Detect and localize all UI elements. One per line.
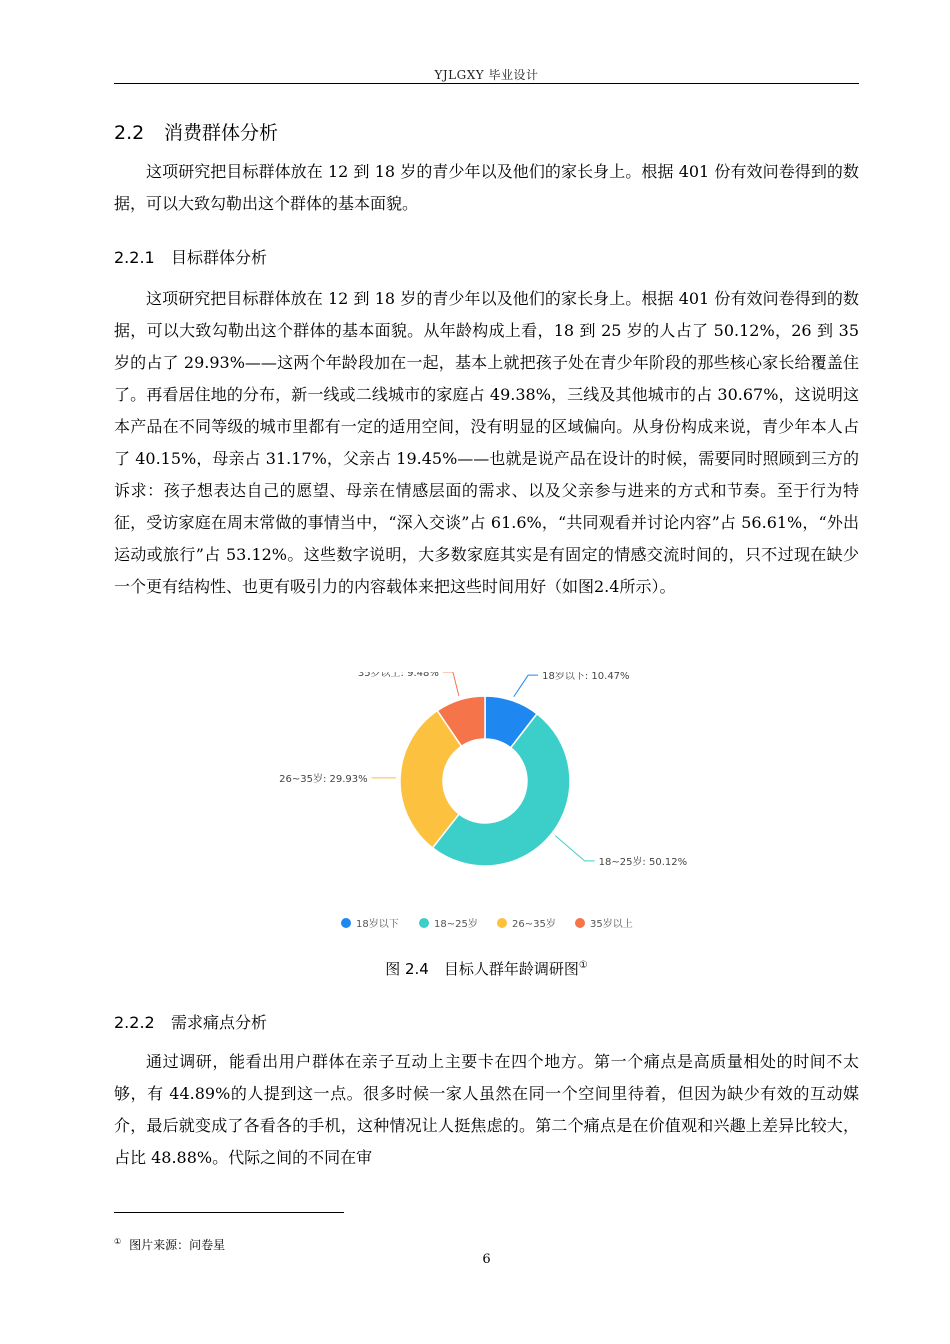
page-number: 6 [482,1252,491,1267]
legend-marker-1 [419,918,429,928]
age-donut-chart [260,672,700,942]
subsection-title-1: 目标群体分析 [171,248,268,267]
page-header: YJLGXY 毕业设计 [434,68,539,82]
section-heading [114,118,278,145]
figure-caption [114,958,859,979]
section-title: 消费群体分析 [164,122,279,144]
leader-line-3 [443,672,459,696]
legend-label-3: 35岁以上 [590,919,633,930]
legend-marker-2 [497,918,507,928]
subsection-title-2: 需求痛点分析 [171,1013,268,1032]
body-paragraph-1: 这项研究把目标群体放在 12 到 18 岁的青少年以及他们的家长身上。根据 401 份有效问卷得到的数据，可以大致勾勒出这个群体的基本面貌。从年龄构成上看，18 到 25 岁的人占了 50.12%，26 到 35 岁的占了 29.93%——这两个年龄段加在一起，基本上就把孩子处在青少年阶段的那些核心家长给覆盖住了。再看居住地的分布，新一线或二线城市的家庭占 49.38%，三线及其他城市的占 30.67%，这说明这本产品在不同等级的城市里都有一定的适用空间，没有明显的区域偏向。从身份构成来说，青少年本人占了 40.15%，母亲占 31.17%，父亲占 19.45%——也就是说产品在设计的时候，需要同时照顾到三方的诉求：孩子想表达自己的愿望、母亲在情感层面的需求、以及父亲参与进来的方式和节奏。至于行为特征，受访家庭在周末常做的事情当中，“深入交谈”占 61.6%，“共同观看并讨论内容”占 56.61%，“外出运动或旅行”占 53.12%。这些数字说明，大多数家庭其实是有固定的情感交流时间的，只不过现在缺少一个更有结构性、也更有吸引力的内容载体来把这些时间用好（如图2.4所示）。 [114,289,859,596]
body-paragraph-2: 通过调研，能看出用户群体在亲子互动上主要卡在四个地方。第一个痛点是高质量相处的时间不太够，有 44.89%的人提到这一点。很多时候一家人虽然在同一个空间里待着，但因为缺少有效的互动媒介，最后就变成了各看各的手机，这种情况让人挺焦虑的。第二个痛点是在价值观和兴趣上差异比较大，占比 48.88%。代际之间的不同在审 [114,1052,859,1167]
footnote [114,1236,225,1253]
legend-marker-3 [575,918,585,928]
legend-marker-0 [341,918,351,928]
subsection-number-2: 2.2.2 [114,1013,155,1032]
donut-chart-svg [260,672,700,942]
subsection-heading-1 [114,245,267,268]
leader-line-0 [514,675,538,697]
footnote-mark: ① [114,1237,122,1246]
header-rule [114,83,859,84]
section-number: 2.2 [114,122,145,144]
legend-label-0: 18岁以下 [356,919,399,930]
footnote-text: 图片来源：问卷星 [129,1238,226,1252]
subsection-heading-2 [114,1010,267,1033]
data-label-1: 18~25岁: 50.12% [598,856,688,868]
leader-line-1 [555,836,594,861]
intro-paragraph: 这项研究把目标群体放在 12 到 18 岁的青少年以及他们的家长身上。根据 401 份有效问卷得到的数据，可以大致勾勒出这个群体的基本面貌。 [114,162,859,213]
legend-label-2: 26~35岁 [512,919,556,930]
legend-label-1: 18~25岁 [434,919,478,930]
figure-note-mark: ① [578,960,588,971]
data-label-0: 18岁以下: 10.47% [542,672,630,683]
data-label-3: 35岁以上: 9.48% [357,672,439,679]
data-label-2: 26~35岁: 29.93% [279,773,368,785]
figure-caption-text: 图 2.4 目标人群年龄调研图 [385,960,579,978]
footnote-rule [114,1212,344,1213]
subsection-number-1: 2.2.1 [114,248,155,267]
